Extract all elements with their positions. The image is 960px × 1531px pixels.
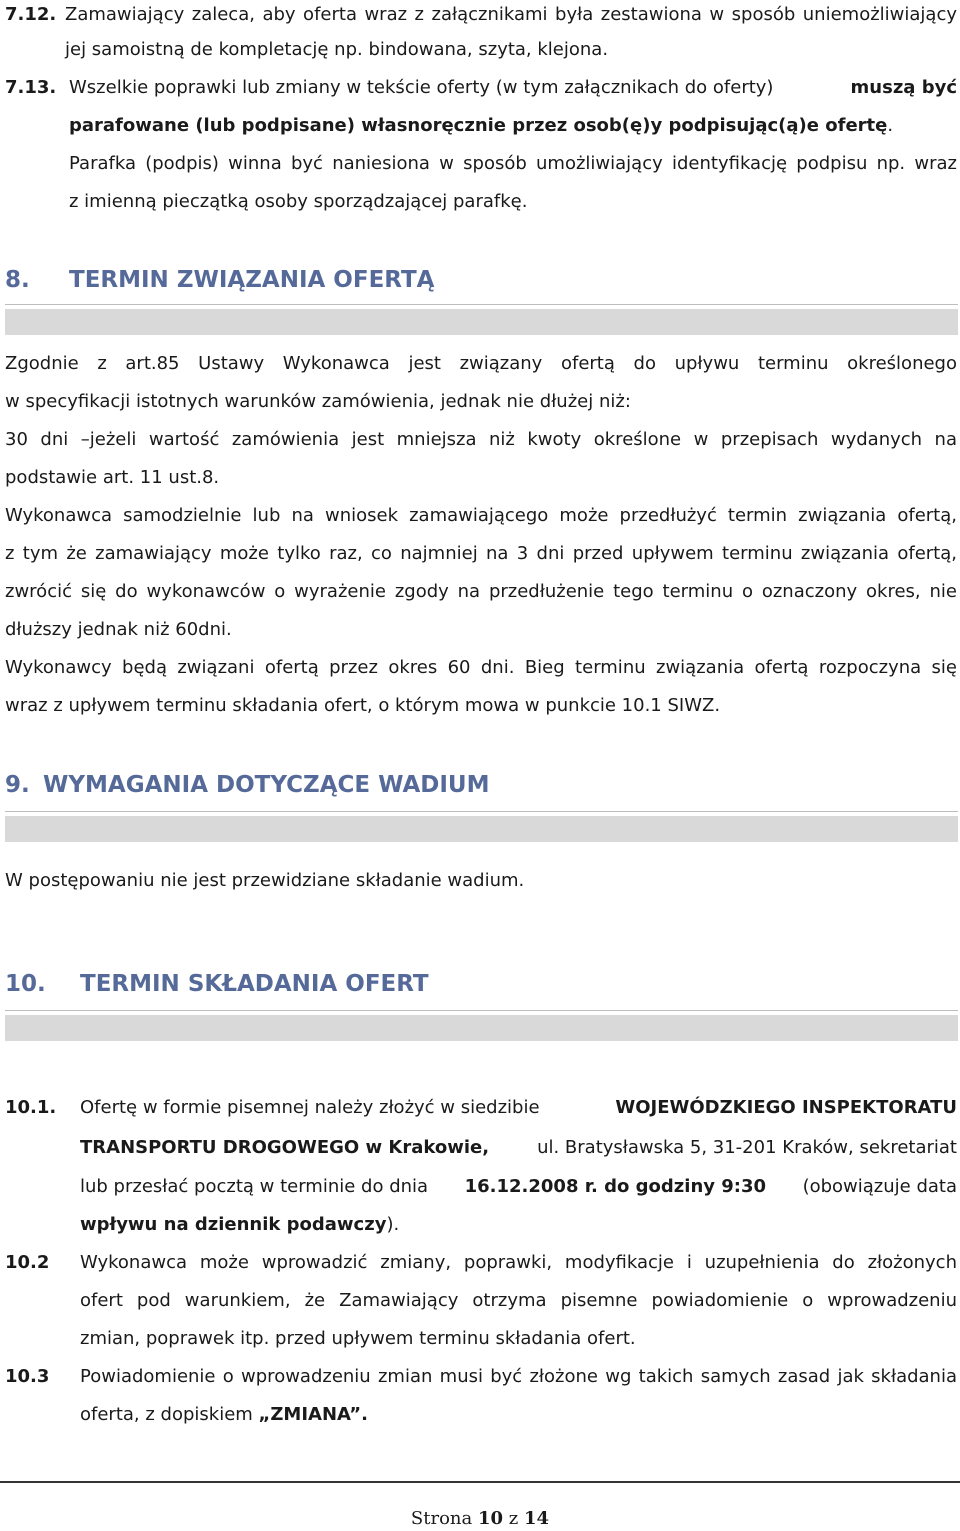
item-number-7-12: 7.12. bbox=[5, 4, 57, 25]
item-10-2-line-3: zmian, poprawek itp. przed upływem terminu składania ofert. bbox=[80, 1328, 636, 1349]
section-8-line-4: podstawie art. 11 ust.8. bbox=[5, 467, 220, 488]
item-10-1-line-3-end: (obowiązuje data bbox=[802, 1176, 957, 1197]
item-7-13-line-2 bbox=[69, 115, 893, 137]
item-number-10-3: 10.3 bbox=[5, 1366, 50, 1387]
section-8-line-5: Wykonawca samodzielnie lub na wniosek zamawiającego może przedłużyć termin związania ofertą, bbox=[5, 505, 957, 526]
item-10-3-line-2-bold: „ZMIANA”. bbox=[258, 1404, 368, 1425]
item-10-3-line-1: Powiadomienie o wprowadzeniu zmian musi być złożone wg takich samych zasad jak składania bbox=[80, 1366, 957, 1387]
item-7-13-line-2-bold: parafowane (lub podpisane) własnoręcznie przez osob(ę)y podpisując(ą)e ofertę bbox=[69, 115, 888, 136]
page-footer bbox=[0, 1508, 960, 1529]
footer-middle: z bbox=[508, 1508, 519, 1529]
item-10-1-line-3 bbox=[80, 1176, 957, 1198]
footer-total-pages: 14 bbox=[524, 1508, 550, 1529]
section-8-line-1: Zgodnie z art.85 Ustawy Wykonawca jest związany ofertą do upływu terminu określonego bbox=[5, 353, 957, 374]
item-7-13-line-1-text: Wszelkie poprawki lub zmiany w tekście oferty (w tym załącznikach do oferty) bbox=[69, 77, 774, 98]
item-10-1-line-2-bold: TRANSPORTU DROGOWEGO w Krakowie, bbox=[80, 1137, 490, 1158]
section-9-rule bbox=[5, 811, 958, 812]
section-10-title: TERMIN SKŁADANIA OFERT bbox=[80, 971, 429, 997]
section-8-title: TERMIN ZWIĄZANIA OFERTĄ bbox=[69, 267, 435, 293]
section-8-line-8: dłuższy jednak niż 60dni. bbox=[5, 619, 232, 640]
item-10-1-line-3-deadline: 16.12.2008 r. do godziny 9:30 bbox=[464, 1176, 767, 1197]
section-8-line-3: 30 dni –jeżeli wartość zamówienia jest mniejsza niż kwoty określone w przepisach wydanych na bbox=[5, 429, 957, 450]
footer-rule bbox=[0, 1481, 960, 1483]
section-9-number: 9. bbox=[5, 772, 30, 798]
item-10-1-line-1-bold: WOJEWÓDZKIEGO INSPEKTORATU bbox=[615, 1097, 957, 1118]
item-10-1-line-4-end: ). bbox=[386, 1214, 400, 1235]
section-8-line-10: wraz z upływem terminu składania ofert, o którym mowa w punkcie 10.1 SIWZ. bbox=[5, 695, 721, 716]
item-10-1-line-4 bbox=[80, 1214, 399, 1236]
item-10-1-line-1-text: Ofertę w formie pisemnej należy złożyć w siedzibie bbox=[80, 1097, 540, 1118]
item-10-2-line-2: ofert pod warunkiem, że Zamawiający otrzyma pisemne powiadomienie o wprowadzeniu bbox=[80, 1290, 957, 1311]
item-7-12-line-2: jej samoistną de kompletację np. bindowana, szyta, klejona. bbox=[65, 39, 609, 60]
item-7-13-line-1 bbox=[69, 77, 957, 99]
item-7-13-line-2-end: . bbox=[887, 115, 894, 136]
footer-prefix: Strona bbox=[410, 1508, 473, 1529]
section-10-band bbox=[5, 1015, 958, 1041]
item-number-7-13: 7.13. bbox=[5, 77, 57, 98]
section-10-rule bbox=[5, 1010, 958, 1011]
item-number-10-2: 10.2 bbox=[5, 1252, 50, 1273]
section-8-number: 8. bbox=[5, 267, 30, 293]
section-8-band bbox=[5, 309, 958, 335]
section-9-title: WYMAGANIA DOTYCZĄCE WADIUM bbox=[43, 772, 490, 798]
section-8-line-6: z tym że zamawiający może tylko raz, co najmniej na 3 dni przed upływem terminu związania ofertą, bbox=[5, 543, 957, 564]
footer-page-number: 10 bbox=[478, 1508, 504, 1529]
item-7-13-line-1-bold: muszą być bbox=[850, 77, 957, 98]
item-10-3-line-2 bbox=[80, 1404, 368, 1426]
section-10-number: 10. bbox=[5, 971, 46, 997]
section-8-line-2: w specyfikacji istotnych warunków zamówienia, jednak nie dłużej niż: bbox=[5, 391, 631, 412]
section-8-line-7: zwrócić się do wykonawców o wyrażenie zgody na przedłużenie tego terminu o oznaczony okres, nie bbox=[5, 581, 957, 602]
item-10-2-line-1: Wykonawca może wprowadzić zmiany, poprawki, modyfikacje i uzupełnienia do złożonych bbox=[80, 1252, 957, 1273]
section-9-band bbox=[5, 816, 958, 842]
item-10-3-line-2-text: oferta, z dopiskiem bbox=[80, 1404, 253, 1425]
item-7-12-line-1: Zamawiający zaleca, aby oferta wraz z załącznikami była zestawiona w sposób uniemożliwiający bbox=[65, 4, 957, 25]
item-10-1-line-1 bbox=[80, 1097, 957, 1119]
section-8-line-9: Wykonawcy będą związani ofertą przez okres 60 dni. Bieg terminu związania ofertą rozpoczyna się bbox=[5, 657, 957, 678]
section-9-text: W postępowaniu nie jest przewidziane składanie wadium. bbox=[5, 870, 525, 891]
item-10-1-line-2 bbox=[80, 1137, 957, 1159]
item-10-1-line-2-text: ul. Bratysławska 5, 31-201 Kraków, sekretariat bbox=[537, 1137, 957, 1158]
section-8-rule bbox=[5, 304, 958, 305]
item-7-13-line-4: z imienną pieczątką osoby sporządzającej parafkę. bbox=[69, 191, 528, 212]
item-7-13-line-3: Parafka (podpis) winna być naniesiona w sposób umożliwiający identyfikację podpisu np. wraz bbox=[69, 153, 957, 174]
item-10-1-line-3-text: lub przesłać pocztą w terminie do dnia bbox=[80, 1176, 429, 1197]
item-number-10-1: 10.1. bbox=[5, 1097, 57, 1118]
item-10-1-line-4-bold: wpływu na dziennik podawczy bbox=[80, 1214, 387, 1235]
